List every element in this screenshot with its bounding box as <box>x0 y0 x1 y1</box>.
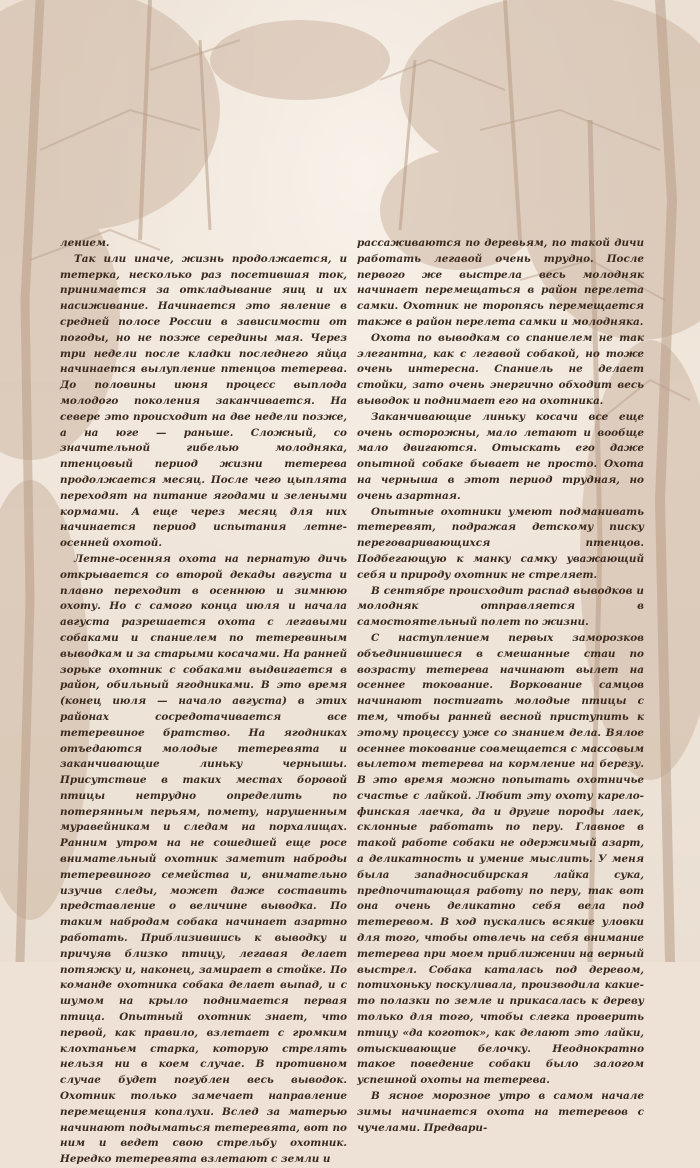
paragraph: Охота по выводкам со спаниелем не так элегантна, как с легавой собакой, но тоже очень интересна. Спаниель не делает стойки, зато очень энергично обходит весь выводок и поднимает его на охотника. <box>357 331 644 407</box>
paragraph: рассаживаются по деревьям, по такой дичи работать легавой очень трудно. После первого же выстрела весь молодняк начинает перемещаться в район перелета самки. Охотник не торопясь перемещается также в район перелета самки и молодняка. <box>357 237 644 328</box>
paragraph: лением. <box>60 237 110 249</box>
paragraph: Опытные охотники умеют подманивать тетеревят, подражая детскому писку переговаривающихся птенцов. Подбегающую к манку самку уважающий себя и природу охотник не стреляет. <box>357 505 644 581</box>
paragraph: Так или иначе, жизнь продолжается, и тетерка, несколько раз посетившая ток, принимается за откладывание яиц и их насиживание. Начинается это явление в средней полосе России в зависимости от погоды, но не позже середины мая. Через три недели после кладки последнего яйца начинается вылупление птенцов тетерева. До половины июня процесс выплода молодого поколения заканчивается. На севере это происходит на две недели позже, а на юге — раньше. Сложный, со значительной гибелью молодняка, птенцовый период жизни тетерева продолжается месяц. После чего цыплята переходят на питание ягодами и зелеными кормами. А еще через месяц для них начинается период испытания летне-осенней охотой. <box>60 252 347 550</box>
paragraph: В ясное морозное утро в самом начале зимы начинается охота на тетеревов с чучелами. Предвари- <box>357 1090 644 1134</box>
paragraph: В сентябре происходит распад выводков и молодняк отправляется в самостоятельный полет по жизни. <box>357 584 644 629</box>
paragraph: Заканчивающие линьку косачи все еще очень осторожны, мало летают и вообще мало двигаются. Отыскать его даже опытной собаке бывает не просто. Охота на чернышa в этот период трудная, но очень азартная. <box>357 410 644 502</box>
text-column-right <box>357 236 644 1136</box>
text-column-left <box>60 236 347 1168</box>
paragraph: С наступлением первых заморозков объединившиеся в смешанные стаи по возрасту тетерева начинают вылет на осеннее токование. Воркование самцов начинают постигать молодые птицы с тем, чтобы ранней весной приступить к этому процессу уже со знанием дела. Вялое осеннее токование совмещается с массовым вылетом тетерева на кормление на березу. В это время можно попытать охотничье счастье с лайкой. Любит эту охоту карело-финская лаечка, да и другие породы лаек, склонные работать по перу. Главное в такой работе собаки не одержимый азарт, а деликатность и умение мыслить. У меня была западносибирская лайка сука, предпочитающая работу по перу, так вот она очень деликатно себя вела под тетеревом. В ход пускались всякие уловки для того, чтобы отвлечь на себя внимание тетерева при моем приближении на верный выстрел. Собака каталась под деревом, потихоньку поскуливала, производила какие-то полазки по земле и прикасалась к дереву только для того, чтобы слегка проверить птицу «да коготок», как делают это лайки, отыскивающие белочку. Неоднократно такое поведение собаки было залогом успешной охоты на тетерева. <box>357 631 644 1087</box>
paragraph: Летне-осенняя охота на пернатую дичь открывается со второй декады августа и плавно переходит в осеннюю и зимнюю охоту. Но с самого конца июля и начала августа разрешается охота с легавыми собаками и спаниелем по тетеревиным выводкам и за старыми косачами. На ранней зорьке охотник с собаками выдвигается в район, обильный ягодниками. В это время (конец июля — начало августа) в этих районах сосредотачивается все тетеревиное братство. На ягодниках отъедаются молодые тетеревята и заканчивающие линьку чернышы. Присутствие в таких местах боровой птицы нетрудно определить по потерянным перьям, помету, нарушенным муравейникам и следам на порхалищах. Ранним утром на не сошедшей еще росе внимательный охотник заметит наброды тетеревиного семейства и, внимательно изучив следы, может даже составить представление о величине выводка. По таким набродам собака начинает азартно работать. Приблизившись к выводку и причуяв близко птицу, легавая делает потяжку и, наконец, замирает в стойке. По команде охотника собака делает выпад, и с шумом на крыло поднимается первая птица. Опытный охотник знает, что первой, как правило, взлетает с громким клохтаньем старка, которую стрелять нельзя ни в коем случае. В противном случае будет погублен весь выводок. Охотник только замечает направление перемещения копалухи. Вслед за матерью начинают подыматься тетеревята, вот по ним и ведет свою стрельбу охотник. Нередко тетеревята взлетают с земли и <box>60 552 347 1166</box>
